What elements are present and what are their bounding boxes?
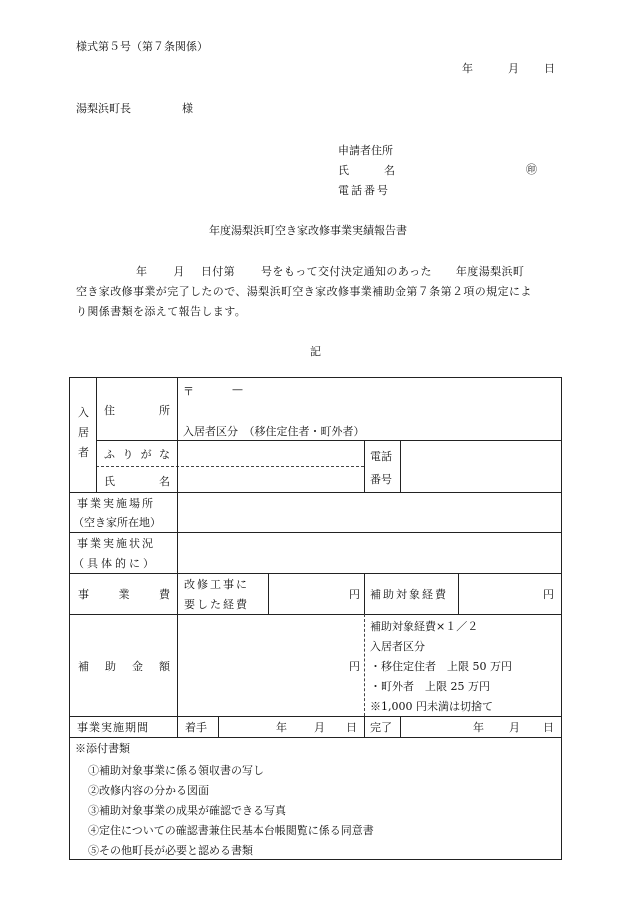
col-line-period-label xyxy=(177,716,178,737)
col-line-resident-label xyxy=(177,377,178,492)
honorific: 様 xyxy=(182,102,193,115)
cost-label-2: 業 xyxy=(118,588,130,601)
start-day: 日 xyxy=(346,721,357,734)
subsidy-yen: 円 xyxy=(349,660,360,673)
subsidy-note-2: 入居者区分 xyxy=(370,640,425,653)
applicant-name-label-1: 氏 xyxy=(338,164,349,177)
body-fiscal-year: 年度湯梨浜町 xyxy=(455,265,525,278)
seal-mark: ㊞ xyxy=(526,163,537,176)
body-notice-text: 号をもって交付決定通知のあった xyxy=(261,265,432,278)
row-line-subsidy xyxy=(69,716,562,717)
body-paragraph xyxy=(76,262,562,322)
date-day: 日 xyxy=(544,62,555,75)
col-line-phone-value xyxy=(400,440,401,492)
col-line-resident xyxy=(96,377,97,492)
col-line-phone xyxy=(364,440,365,492)
postal-mark: 〒 xyxy=(183,385,194,398)
col-line-end xyxy=(364,716,365,737)
cost-label xyxy=(78,586,170,602)
body-line-1 xyxy=(76,262,562,282)
ki-heading: 記 xyxy=(310,345,321,358)
cost-label-1: 事 xyxy=(78,588,89,601)
document-title: 年度湯梨浜町空き家改修事業実績報告書 xyxy=(209,224,407,237)
status-label-1: 事業実施状況 xyxy=(77,537,155,550)
body-year: 年 xyxy=(136,265,148,278)
row-line-furigana xyxy=(96,466,364,467)
subsidy-target-label: 補助対象経費 xyxy=(370,588,448,601)
postal-dash: — xyxy=(232,383,243,396)
end-year: 年 xyxy=(473,721,484,734)
subsidy-note-3: ・移住定住者 上限 50 万円 xyxy=(370,660,512,673)
start-year: 年 xyxy=(276,721,287,734)
date-year: 年 xyxy=(462,62,473,75)
subsidy-amount-char-4: 額 xyxy=(159,660,170,673)
attachments-title: ※添付書類 xyxy=(75,742,130,755)
name-label xyxy=(104,473,170,489)
subsidy-amount-label xyxy=(78,658,170,674)
resident-label-3: 者 xyxy=(78,446,89,459)
phone-label-2: 番号 xyxy=(370,473,392,486)
attachment-item-2: ②改修内容の分かる図面 xyxy=(88,784,209,797)
address-label-2: 所 xyxy=(159,404,170,417)
name-label-1: 氏 xyxy=(104,475,115,488)
subsidy-amount-char-2: 助 xyxy=(105,660,116,673)
phone-label-1: 電話 xyxy=(370,450,392,463)
resident-label-2: 居 xyxy=(78,426,89,439)
applicant-name-label-2: 名 xyxy=(384,164,395,177)
subsidy-note-5: ※1,000 円未満は切捨て xyxy=(370,700,493,713)
row-line-address xyxy=(96,440,562,441)
date-month: 月 xyxy=(508,62,519,75)
col-line-renovation xyxy=(268,573,269,614)
form-number: 様式第５号（第７条関係） xyxy=(76,40,208,53)
furigana-char-2: り xyxy=(122,448,134,461)
end-day: 日 xyxy=(543,721,554,734)
renovation-cost-label-1: 改修工事に xyxy=(184,578,249,591)
cost-yen: 円 xyxy=(349,588,360,601)
location-label-2: （空き家所在地） xyxy=(73,516,161,529)
attachment-item-5: ⑤その他町長が必要と認める書類 xyxy=(88,844,253,857)
name-label-2: 名 xyxy=(159,475,170,488)
status-label-2: （具体的に） xyxy=(73,557,157,570)
body-line-3: り関係書類を添えて報告します。 xyxy=(76,305,247,318)
col-line-subsidy xyxy=(177,614,178,716)
body-month: 月 xyxy=(173,265,185,278)
body-line-2: 空き家改修事業が完了したので、湯梨浜町空き家改修事業補助金第７条第２項の規定によ xyxy=(76,285,532,298)
col-line-cost-yen xyxy=(364,573,365,614)
col-line-end-label xyxy=(400,716,401,737)
furigana-label xyxy=(104,446,170,462)
row-line-period xyxy=(69,737,562,738)
furigana-char-1: ふ xyxy=(104,448,115,461)
row-line-location xyxy=(69,532,562,533)
location-label-1: 事業実施場所 xyxy=(77,497,155,510)
cost-label-3: 費 xyxy=(159,588,170,601)
row-line-cost xyxy=(69,614,562,615)
col-line-target xyxy=(458,573,459,614)
col-line-subsidy-notes xyxy=(364,614,365,716)
furigana-char-3: が xyxy=(140,448,152,461)
resident-label-1: 入 xyxy=(78,406,89,419)
resident-category: 入居者区分 （移住定住者・町外者） xyxy=(183,425,365,438)
subsidy-note-4: ・町外者 上限 25 万円 xyxy=(370,680,490,693)
end-month: 月 xyxy=(509,721,520,734)
attachment-item-4: ④定住についての確認書兼住民基本台帳閲覧に係る同意書 xyxy=(88,824,374,837)
start-month: 月 xyxy=(314,721,325,734)
subsidy-note-1: 補助対象経費×１／２ xyxy=(370,620,479,633)
address-label xyxy=(104,402,170,418)
start-label: 着手 xyxy=(185,721,207,734)
row-line-resident-end xyxy=(69,492,562,493)
subsidy-amount-char-1: 補 xyxy=(78,660,89,673)
target-yen: 円 xyxy=(543,588,554,601)
attachment-item-3: ③補助対象事業の成果が確認できる写真 xyxy=(88,804,286,817)
furigana-char-4: な xyxy=(158,448,170,461)
address-label-1: 住 xyxy=(104,404,115,417)
addressee: 湯梨浜町長 xyxy=(76,102,131,115)
period-label: 事業実施期間 xyxy=(77,721,149,734)
col-line-main xyxy=(177,492,178,614)
renovation-cost-label-2: 要した経費 xyxy=(184,598,249,611)
end-label: 完了 xyxy=(370,721,392,734)
row-line-status xyxy=(69,573,562,574)
applicant-address-label: 申請者住所 xyxy=(338,144,393,157)
subsidy-amount-char-3: 金 xyxy=(132,660,143,673)
col-line-start-label xyxy=(218,716,219,737)
body-date-number: 日付第 xyxy=(200,265,236,278)
applicant-phone-label: 電話番号 xyxy=(338,184,390,197)
attachment-item-1: ①補助対象事業に係る領収書の写し xyxy=(88,764,264,777)
